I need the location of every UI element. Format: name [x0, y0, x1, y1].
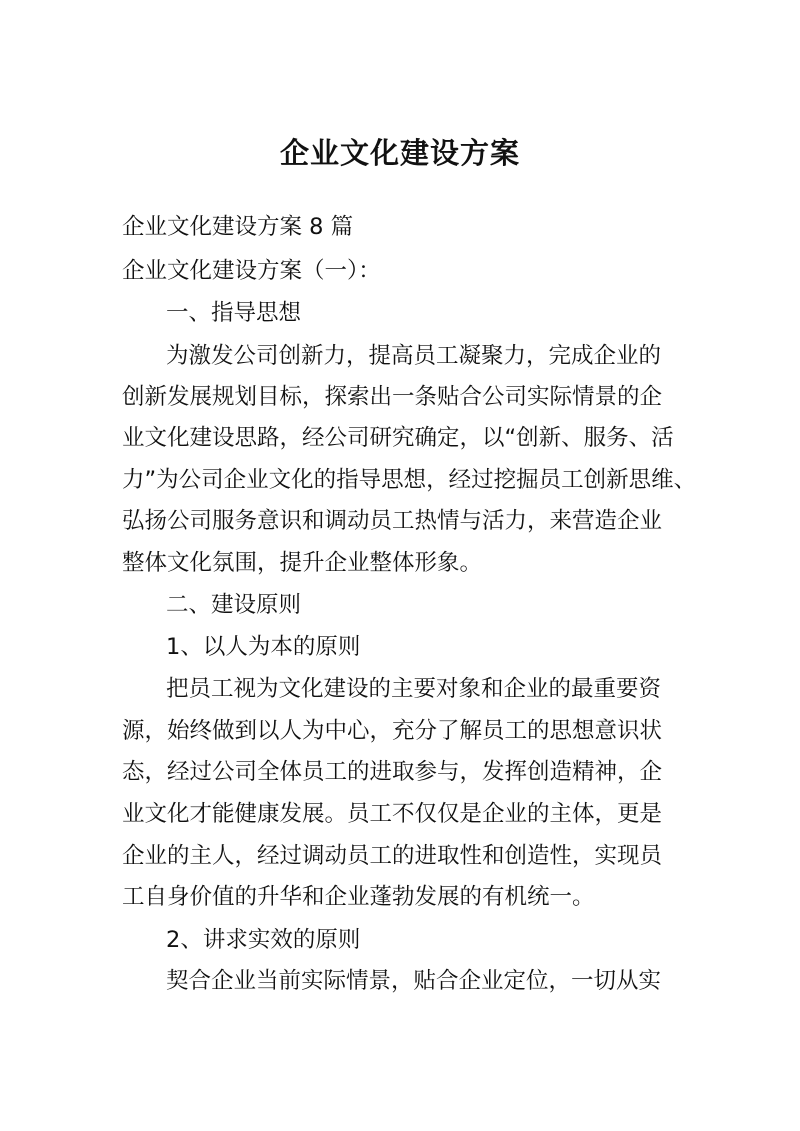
- subheading-practical: 2、讲求实效的原则: [166, 927, 361, 953]
- paragraph-line: 整体文化氛围，提升企业整体形象。: [122, 550, 483, 576]
- paragraph-line: 业文化才能健康发展。员工不仅仅是企业的主体，更是: [122, 801, 663, 827]
- paragraph-line: 工自身价值的升华和企业蓬勃发展的有机统一。: [122, 884, 595, 910]
- paragraph-line: 企业的主人，经过调动员工的进取性和创造性，实现员: [122, 843, 663, 869]
- subheading-people-oriented: 1、以人为本的原则: [166, 634, 361, 660]
- paragraph-line: 弘扬公司服务意识和调动员工热情与活力，来营造企业: [122, 508, 663, 534]
- section-intro-line: 企业文化建设方案（一）：: [122, 258, 381, 284]
- heading-principles: 二、建设原则: [166, 592, 302, 618]
- document-title: 企业文化建设方案: [279, 136, 520, 170]
- paragraph-line: 业文化建设思路，经公司研究确定，以“创新、服务、活: [122, 425, 674, 451]
- paragraph-line: 契合企业当前实际情景，贴合企业定位，一切从实: [166, 968, 662, 994]
- subtitle-line: 企业文化建设方案 8 篇: [122, 214, 354, 240]
- paragraph-line: 创新发展规划目标，探索出一条贴合公司实际情景的企: [122, 384, 663, 410]
- paragraph-line: 态，经过公司全体员工的进取参与，发挥创造精神，企: [122, 759, 663, 785]
- heading-guiding-thought: 一、指导思想: [166, 300, 302, 326]
- paragraph-line: 力”为公司企业文化的指导思想，经过挖掘员工创新思维、: [122, 467, 697, 493]
- paragraph-line: 把员工视为文化建设的主要对象和企业的最重要资: [166, 676, 662, 702]
- paragraph-line: 源，始终做到以人为中心，充分了解员工的思想意识状: [122, 718, 663, 744]
- paragraph-line: 为激发公司创新力，提高员工凝聚力，完成企业的: [166, 343, 662, 369]
